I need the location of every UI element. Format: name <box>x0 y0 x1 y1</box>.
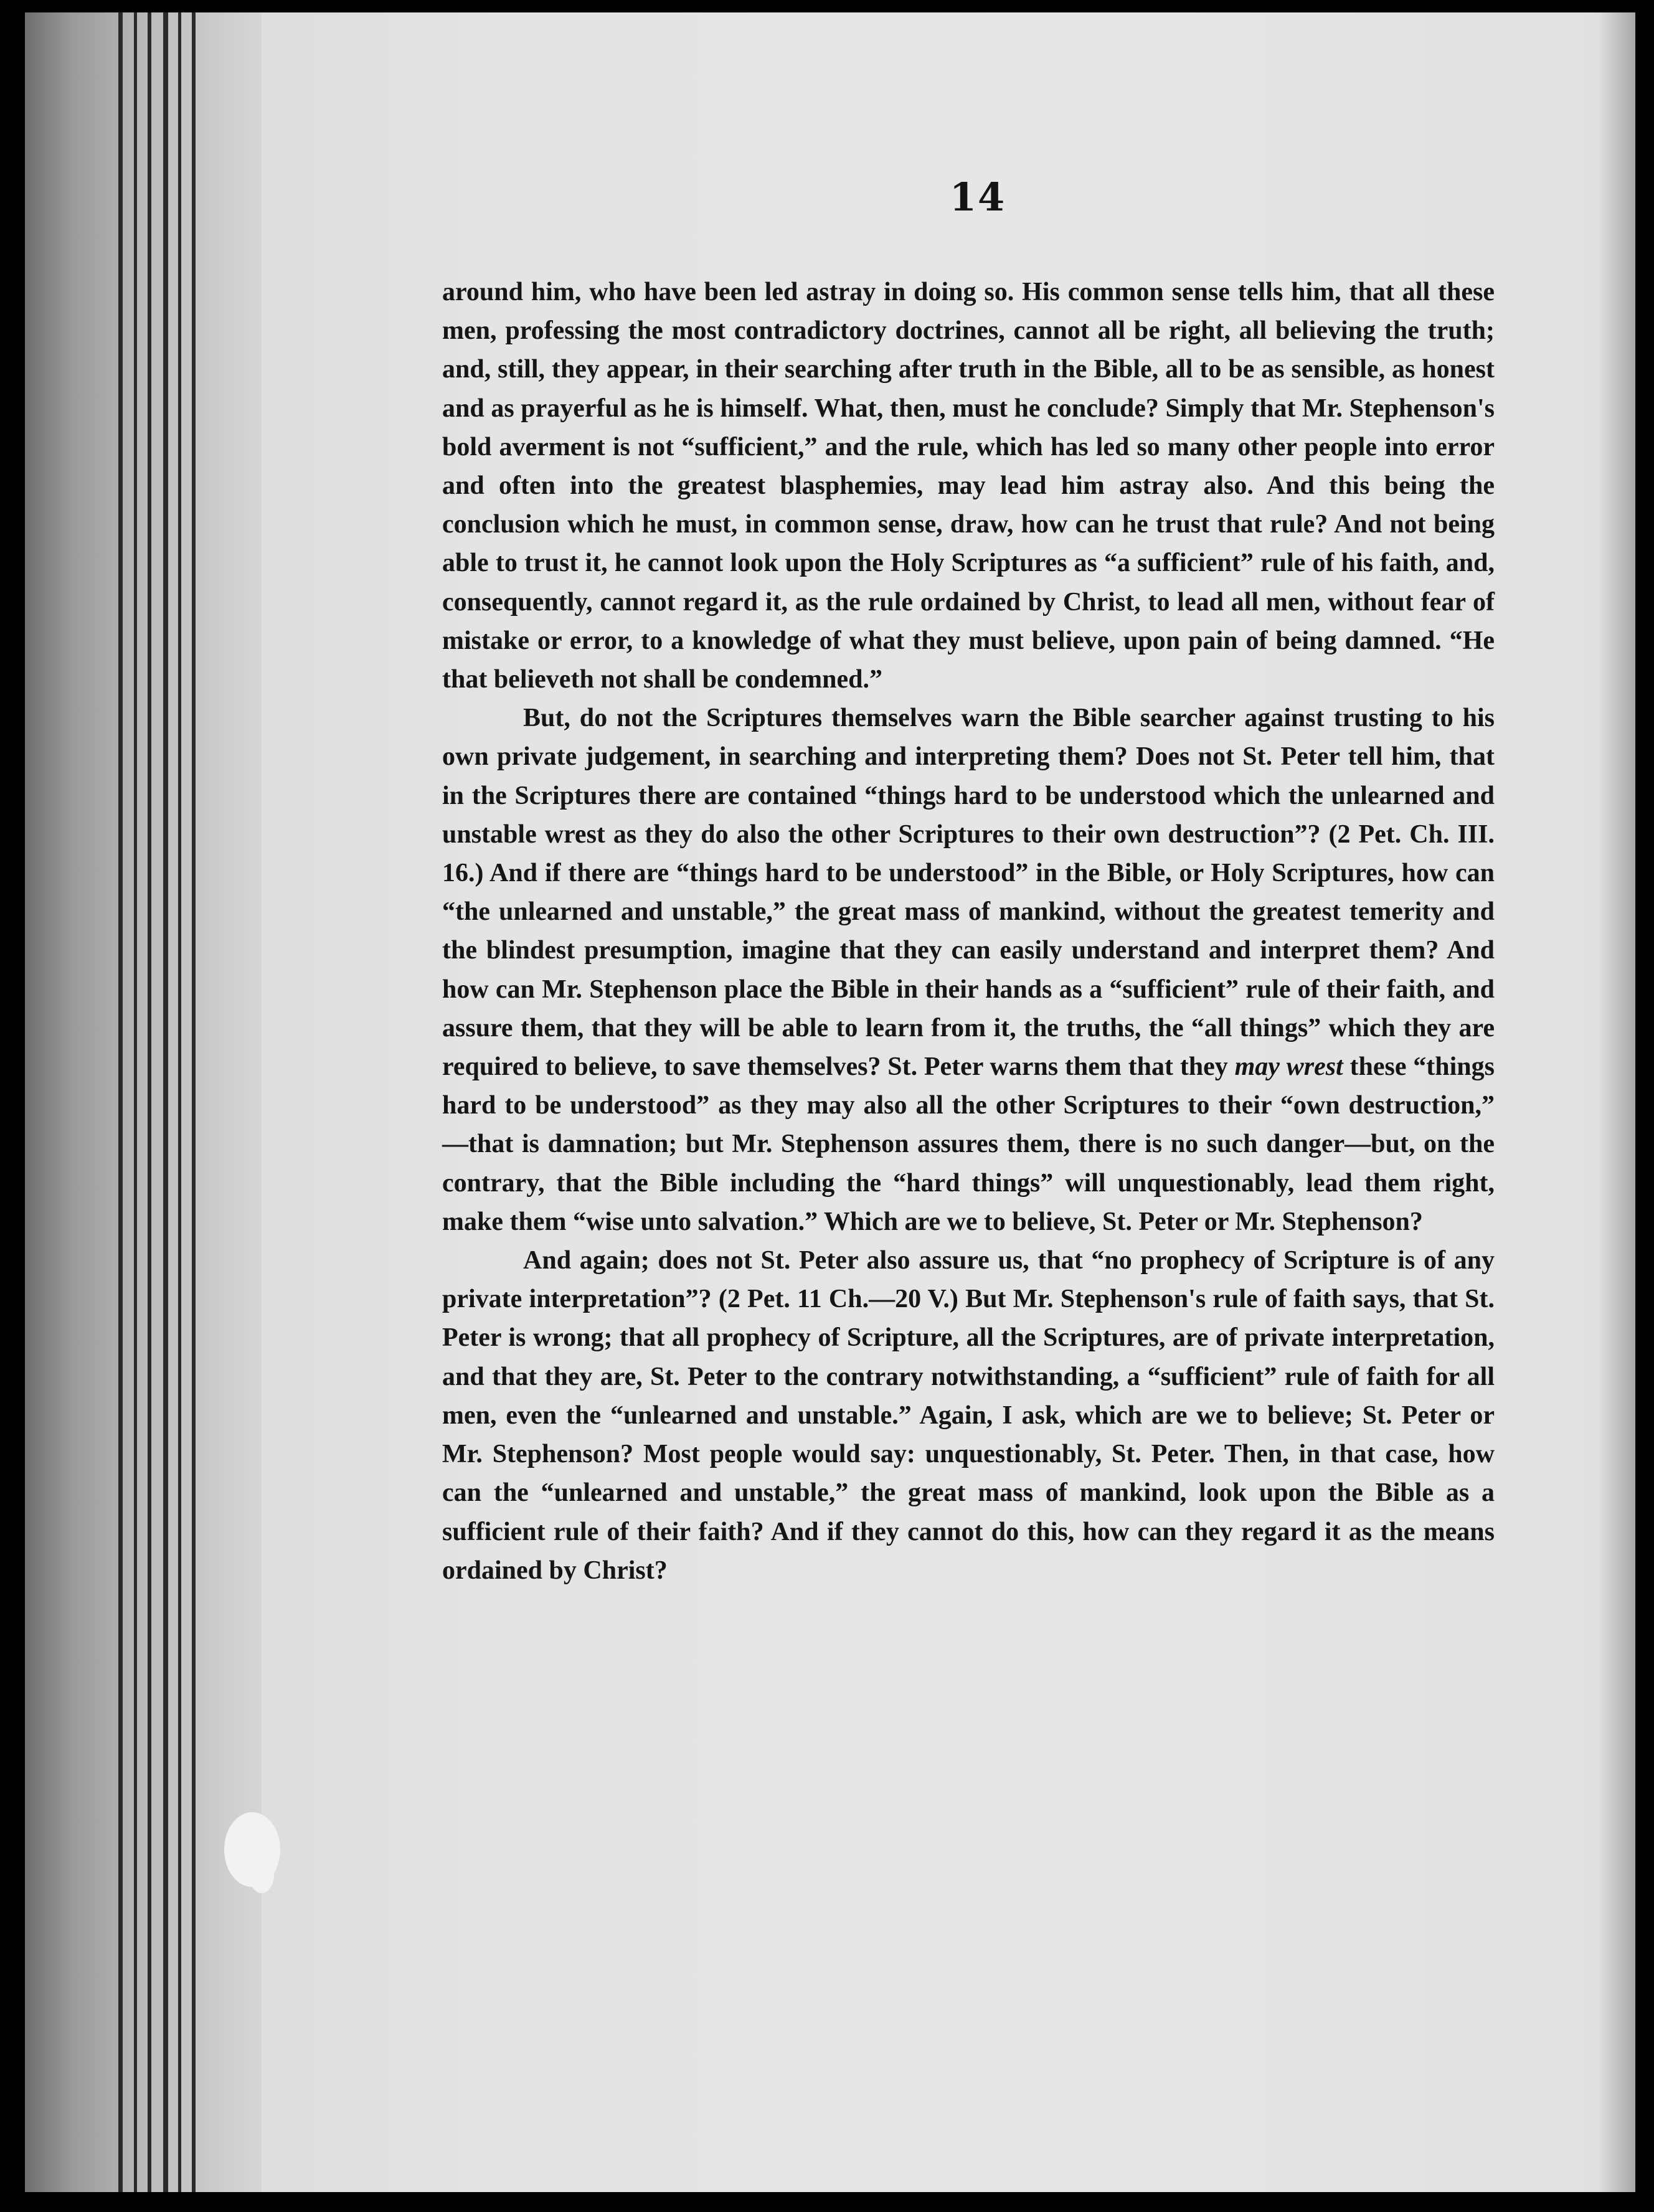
gutter-line <box>192 12 196 2192</box>
paragraph <box>442 699 1495 1241</box>
body-text <box>442 273 1495 1590</box>
gutter-line <box>178 12 181 2192</box>
emphasis-text: may wrest <box>1234 1052 1343 1082</box>
gutter-line <box>134 12 137 2192</box>
paragraph: And again; does not St. Peter also assure us, that “no prophecy of Scripture is of any private interpretation”? (2 Pet. 11 Ch.—20 V.) But Mr. Stephenson's rule of faith says, that St. Peter is wrong; that all prophecy of Scripture, all the Scriptures, are of private interpretation, and that they are, St. Peter to the contrary notwithstanding, a “sufficient” rule of faith for all men, even the “unlearned and unstable.” Again, I ask, which are we to believe; St. Peter or Mr. Stephenson? Most people would say: unquestionably, St. Peter. Then, in that case, how can the “unlearned and unstable,” the great mass of mankind, look upon the Bible as a sufficient rule of their faith? And if they cannot do this, how can they regard it as the means ordained by Christ? <box>442 1246 1495 1585</box>
page-number: 14 <box>949 174 1006 220</box>
scanned-page <box>25 12 1635 2192</box>
gutter-line <box>148 12 151 2192</box>
gutter-line <box>163 12 168 2192</box>
paragraph-text: these “things hard to be understood” as they may also all the other Scriptures to their “own destruction,” —that is damnation; but Mr. Stephenson assures them, there is no such danger—but, on the contrary, that the Bible including the “hard things” will unquestionably, lead them right, make them “wise unto salvation.” Which are we to believe, St. Peter or Mr. Stephenson? <box>442 1052 1495 1236</box>
paper-blemish <box>249 1856 274 1893</box>
paragraph-text: But, do not the Scriptures themselves warn the Bible searcher against trusting to his own private judgement, in searching and interpreting them? Does not St. Peter tell him, that in the Scriptures there are contained “things hard to be understood which the unlearned and unstable wrest as they do also the other Scriptures to their own destruction”? (2 Pet. Ch. III. 16.) And if there are “things hard to be understood” in the Bible, or Holy Scriptures, how can “the unlearned and unstable,” the great mass of mankind, without the greatest temerity and the blindest presumption, imagine that they can easily understand and interpret them? And how can Mr. Stephenson place the Bible in their hands as a “sufficient” rule of their faith, and assure them, that they will be able to learn from it, the truths, the “all things” which they are required to believe, to save themselves? St. Peter warns them that they <box>442 704 1495 1082</box>
binding-gutter <box>25 12 262 2192</box>
paragraph: around him, who have been led astray in doing so. His common sense tells him, that all these men, professing the most contradictory doctrines, cannot all be right, all believing the truth; and, still, they appear, in their searching after truth in the Bible, all to be as sensible, as honest and as prayerful as he is himself. What, then, must he conclude? Simply that Mr. Stephenson's bold averment is not “sufficient,” and the rule, which has led so many other people into error and often into the greatest blasphemies, may lead him astray also. And this being the conclusion which he must, in common sense, draw, how can he trust that rule? And not being able to trust it, he cannot look upon the Holy Scriptures as “a sufficient” rule of his faith, and, consequently, cannot regard it, as the rule ordained by Christ, to lead all men, without fear of mistake or error, to a knowledge of what they must believe, upon pain of being damned. “He that believeth not shall be condemned.” <box>442 278 1495 694</box>
gutter-line <box>118 12 123 2192</box>
page-edge-shadow <box>1598 12 1635 2192</box>
